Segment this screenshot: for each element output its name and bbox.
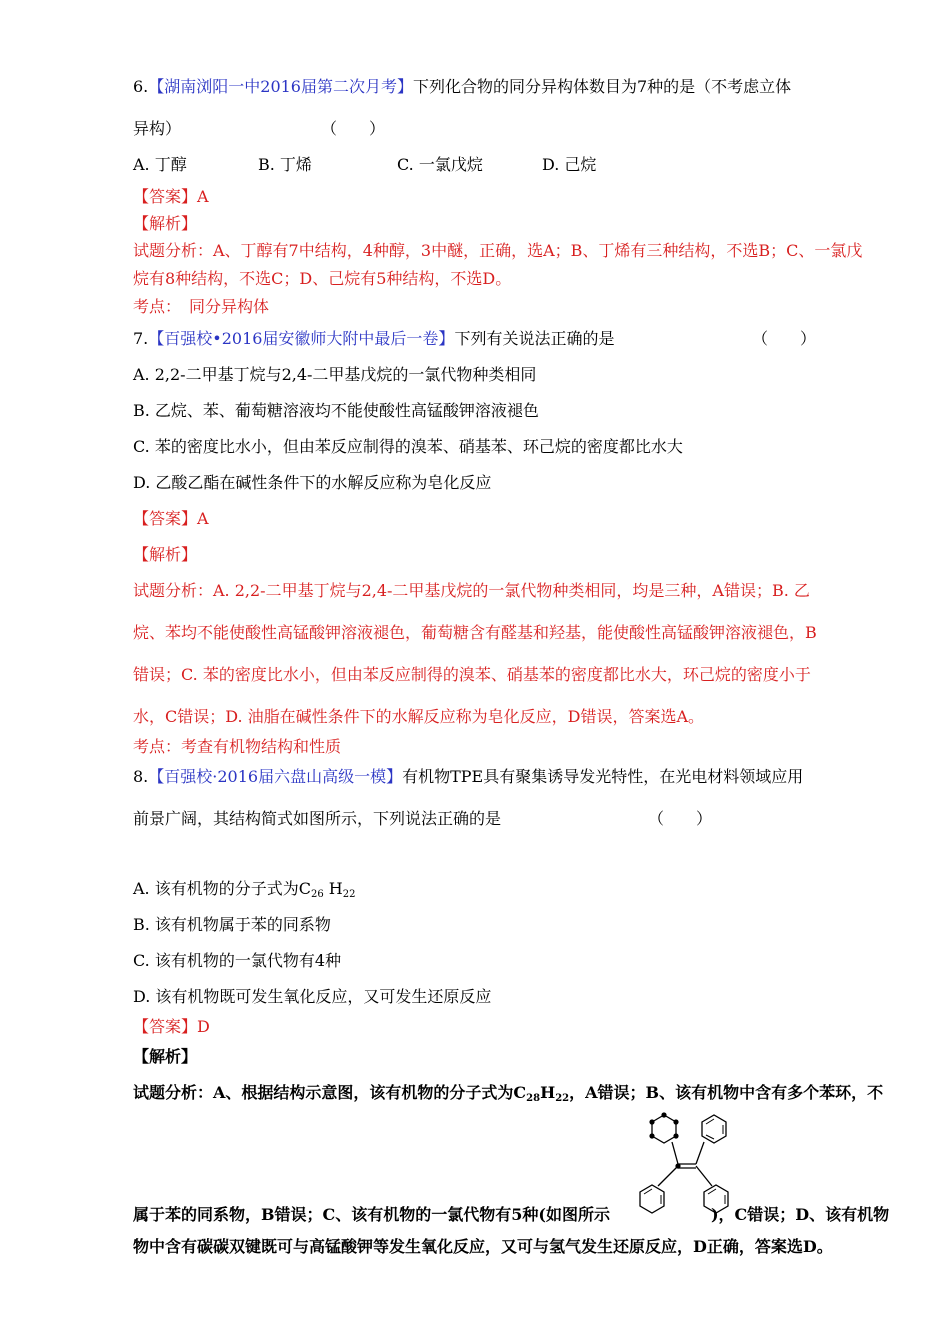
q8-option-b: B. 该有机物属于苯的同系物 (133, 915, 331, 934)
q8-analysis-line1: 试题分析：A、根据结构示意图，该有机物的分子式为$C_{28}H_{22}$，A错误；B、该有机物中含有多个苯环，不 (133, 1083, 884, 1104)
q6-kaodian: 考点： 同分异构体 (133, 297, 270, 316)
q7-number: 7. (133, 329, 149, 348)
q6-stem2: 异构） (133, 119, 182, 138)
q7-stem-line (133, 328, 614, 350)
benzene-ring-top-left (652, 1115, 676, 1143)
q8-answer: 【答案】D (133, 1017, 210, 1036)
q6-stem1: 下列化合物的同分异构体数目为7种的是（不考虑立体 (413, 77, 792, 96)
q8-stem-line1 (133, 766, 803, 788)
q6-paren: （ ） (321, 119, 386, 138)
q6-analysis-line1: 试题分析：A、丁醇有7中结构，4种醇，3中醚，正确，选A；B、丁烯有三种结构，不选B；C、一氯戊 (133, 241, 863, 260)
q6-analysis-line2: 烷有8种结构，不选C；D、己烷有5种结构，不选D。 (133, 269, 512, 288)
q7-paren: （ ） (752, 329, 817, 348)
q8-stem-line2 (133, 808, 501, 830)
q6-stem-line1 (133, 76, 791, 98)
q7-analysis-line4: 水，C错误；D. 油脂在碱性条件下的水解反应称为皂化反应，D错误，答案选A。 (133, 707, 705, 726)
q7-analysis-line1: 试题分析：A. 2,2-二甲基丁烷与2,4-二甲基戊烷的一氯代物种类相同，均是三种，A错误；B. 乙 (133, 581, 810, 600)
q7-analysis-line2: 烷、苯均不能使酸性高锰酸钾溶液褪色，葡萄糖含有醛基和羟基，能使酸性高锰酸钾溶液褪色，B (133, 623, 817, 642)
q7-answer: 【答案】A (133, 509, 209, 528)
q7-stem: 下列有关说法正确的是 (454, 329, 615, 348)
q6-source: 【湖南浏阳一中2016届第二次月考】 (148, 77, 413, 96)
q8-number: 8. (133, 767, 149, 786)
q6-analysis-label: 【解析】 (133, 214, 198, 233)
q7-source: 【百强校•2016届安徽师大附中最后一卷】 (148, 329, 455, 348)
q7-kaodian: 考点：考查有机物结构和性质 (133, 737, 342, 756)
q8-analysis-line2: 属于苯的同系物，B错误；C、该有机物的一氯代物有5种(如图所示 )，C错误；D、该有机物 (133, 1205, 890, 1224)
q7-option-a: A. 2,2-二甲基丁烷与2,4-二甲基戊烷的一氯代物种类相同 (133, 365, 537, 384)
q6-options (133, 154, 596, 176)
substitution-position-dots (649, 1112, 680, 1168)
q8-analysis-line3: 物中含有碳碳双键既可与高锰酸钾等发生氧化反应，又可与氢气发生还原反应，D正确，答案选D。 (133, 1237, 833, 1256)
q6-option-c: C. 一氯戊烷 (397, 155, 483, 174)
q8-option-c: C. 该有机物的一氯代物有4种 (133, 951, 342, 970)
q6-answer: 【答案】A (133, 187, 209, 206)
q8-source: 【百强校·2016届六盘山高级一模】 (148, 767, 403, 786)
q7-analysis-line3: 错误；C. 苯的密度比水小，但由苯反应制得的溴苯、硝基苯的密度都比水大，环己烷的密度小于 (133, 665, 811, 684)
q8-paren: （ ） (648, 809, 713, 828)
q6-option-d: D. 己烷 (542, 155, 597, 174)
q8-option-a: A. 该有机物的分子式为$C_{26}$ $H_{22}$ (133, 879, 356, 900)
q6-option-a: A. 丁醇 (133, 155, 187, 174)
q8-option-d: D. 该有机物既可发生氧化反应，又可发生还原反应 (133, 987, 492, 1006)
q7-option-c: C. 苯的密度比水小，但由苯反应制得的溴苯、硝基苯、环己烷的密度都比水大 (133, 437, 683, 456)
q6-number: 6. (133, 77, 149, 96)
q6-option-b: B. 丁烯 (258, 155, 312, 174)
q7-option-d: D. 乙酸乙酯在碱性条件下的水解反应称为皂化反应 (133, 473, 492, 492)
q8-analysis-label: 【解析】 (133, 1047, 198, 1066)
q8-stem1: 有机物TPE具有聚集诱导发光特性，在光电材料领域应用 (402, 767, 804, 786)
q7-analysis-label: 【解析】 (133, 545, 198, 564)
q6-stem-line2 (133, 118, 385, 140)
q7-option-b: B. 乙烷、苯、葡萄糖溶液均不能使酸性高锰酸钾溶液褪色 (133, 401, 539, 420)
q8-stem2: 前景广阔，其结构简式如图所示，下列说法正确的是 (133, 809, 502, 828)
tpe-structure-diagram (632, 1110, 738, 1222)
